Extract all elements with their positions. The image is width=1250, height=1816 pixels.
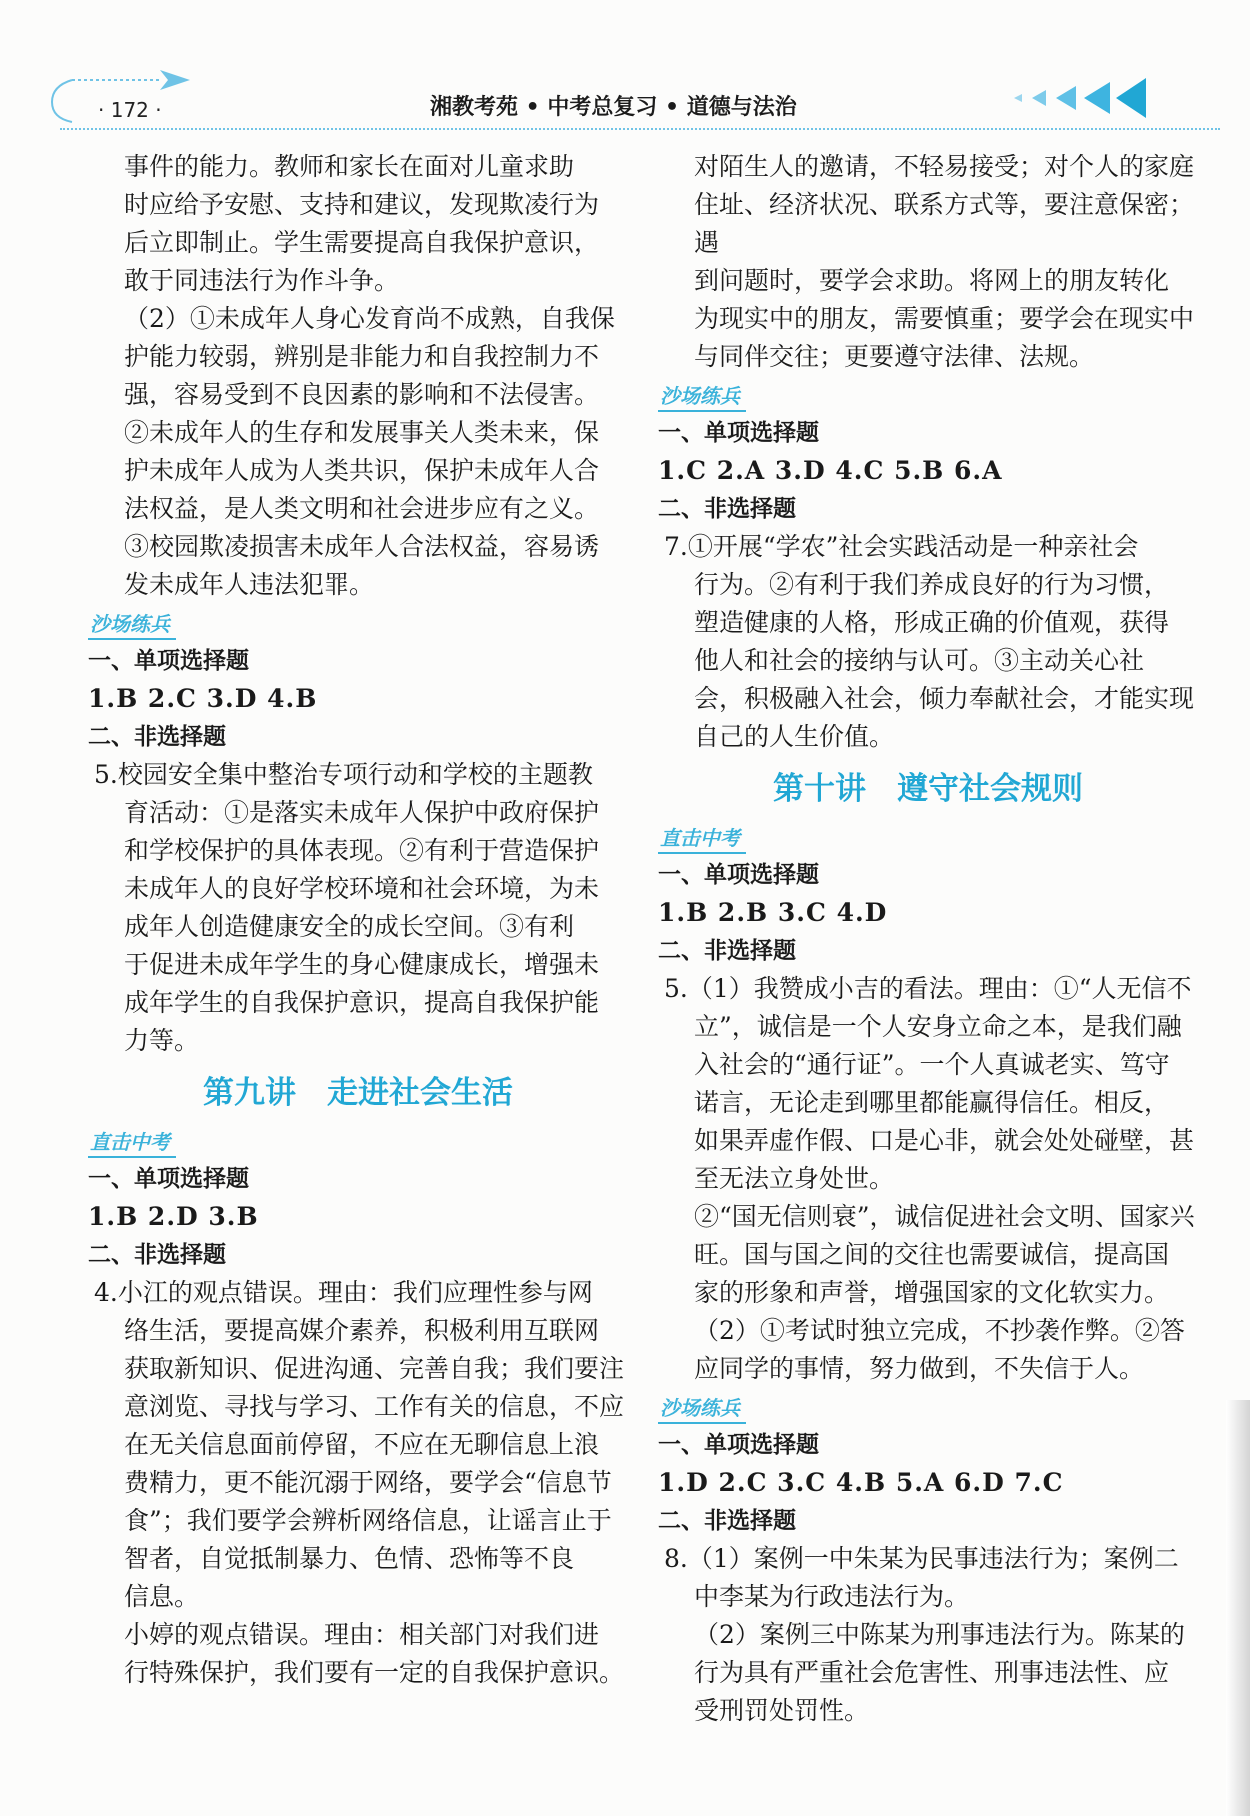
answer-row: 1.D 2.C 3.C 4.B 5.A 6.D 7.C [658, 1468, 1064, 1497]
text-line: 智者，自觉抵制暴力、色情、恐怖等不良 [124, 1544, 575, 1573]
exam-tag: 直击中考 [658, 824, 746, 854]
answer-row: 1.B 2.B 3.C 4.D [658, 898, 888, 927]
text-line: 住址、经济状况、联系方式等，要注意保密；遇 [694, 190, 1195, 257]
practice-tag: 沙场练兵 [88, 610, 176, 640]
text-line: （2）①考试时独立完成，不抄袭作弊。②答 [694, 1316, 1185, 1345]
text-line: 应同学的事情，努力做到，不失信于人。 [694, 1354, 1145, 1383]
practice-tag: 沙场练兵 [658, 382, 746, 412]
text-line: 在无关信息面前停留，不应在无聊信息上浪 [124, 1430, 600, 1459]
header-divider [60, 128, 1220, 134]
section-heading: 二、非选择题 [658, 1508, 796, 1534]
text-line: 后立即制止。学生需要提高自我保护意识， [124, 228, 600, 257]
text-line: 时应给予安慰、支持和建议，发现欺凌行为 [124, 190, 600, 219]
text-line: 敢于同违法行为作斗争。 [124, 266, 400, 295]
text-line: 强，容易受到不良因素的影响和不法侵害。 [124, 380, 600, 409]
section-heading: 二、非选择题 [88, 724, 226, 750]
text-line: 育活动：①是落实未成年人保护中政府保护 [124, 798, 600, 827]
text-line: 到问题时，要学会求助。将网上的朋友转化 [694, 266, 1170, 295]
text-line: ②未成年人的生存和发展事关人类未来，保 [124, 418, 600, 447]
section-heading: 一、单项选择题 [88, 648, 249, 674]
text-line: 立”，诚信是一个人安身立命之本，是我们融 [694, 1012, 1182, 1041]
text-line: 4.小江的观点错误。理由：我们应理性参与网 [94, 1278, 593, 1307]
text-line: 入社会的“通行证”。一个人真诚老实、笃守 [694, 1050, 1170, 1079]
text-line: 食”；我们要学会辨析网络信息，让谣言止于 [124, 1506, 612, 1535]
text-line: 会，积极融入社会，倾力奉献社会，才能实现 [694, 684, 1195, 713]
text-line: 塑造健康的人格，形成正确的价值观，获得 [694, 608, 1170, 637]
text-line: 为现实中的朋友，需要慎重；要学会在现实中 [694, 304, 1195, 333]
left-column [88, 148, 628, 1692]
section-heading: 二、非选择题 [658, 938, 796, 964]
text-line: 信息。 [124, 1582, 200, 1611]
text-line: 小婷的观点错误。理由：相关部门对我们进 [124, 1620, 600, 1649]
text-line: ②“国无信则衰”，诚信促进社会文明、国家兴 [694, 1202, 1195, 1231]
answer-row: 1.B 2.D 3.B [88, 1202, 259, 1231]
lecture-title: 第九讲 走进社会生活 [203, 1075, 513, 1111]
text-line: 旺。国与国之间的交往也需要诚信，提高国 [694, 1240, 1170, 1269]
page-header [0, 0, 1250, 150]
text-line: 至无法立身处世。 [694, 1164, 895, 1193]
text-line: 对陌生人的邀请，不轻易接受；对个人的家庭 [694, 152, 1195, 181]
text-line: 未成年人的良好学校环境和社会环境，为未 [124, 874, 600, 903]
text-line: 力等。 [124, 1026, 200, 1055]
right-column [658, 148, 1198, 1730]
text-line: 5.（1）我赞成小吉的看法。理由：①“人无信不 [664, 974, 1192, 1003]
text-line: 费精力，更不能沉溺于网络，要学会“信息节 [124, 1468, 612, 1497]
book-title: 湘教考苑 • 中考总复习 • 道德与法治 [430, 95, 797, 120]
text-line: 如果弄虚作假、口是心非，就会处处碰壁，甚 [694, 1126, 1195, 1155]
text-line: 他人和社会的接纳与认可。③主动关心社 [694, 646, 1145, 675]
section-heading: 二、非选择题 [88, 1242, 226, 1268]
text-line: 获取新知识、促进沟通、完善自我；我们要注 [124, 1354, 625, 1383]
section-heading: 一、单项选择题 [658, 1432, 819, 1458]
text-line: 中李某为行政违法行为。 [694, 1582, 970, 1611]
section-heading: 一、单项选择题 [658, 420, 819, 446]
text-line: （2）案例三中陈某为刑事违法行为。陈某的 [694, 1620, 1185, 1649]
header-triangles-decoration [990, 72, 1250, 132]
section-heading: 一、单项选择题 [88, 1166, 249, 1192]
text-line: 受刑罚处罚性。 [694, 1696, 870, 1725]
text-line: 与同伴交往；更要遵守法律、法规。 [694, 342, 1095, 371]
text-line: 法权益，是人类文明和社会进步应有之义。 [124, 494, 600, 523]
text-line: 发未成年人违法犯罪。 [124, 570, 375, 599]
lecture-title: 第十讲 遵守社会规则 [773, 771, 1083, 807]
text-line: 成年人创造健康安全的成长空间。③有利 [124, 912, 575, 941]
text-line: 8.（1）案例一中朱某为民事违法行为；案例二 [664, 1544, 1179, 1573]
section-heading: 一、单项选择题 [658, 862, 819, 888]
text-line: ③校园欺凌损害未成年人合法权益，容易诱 [124, 532, 600, 561]
text-line: 事件的能力。教师和家长在面对儿童求助 [124, 152, 575, 181]
text-line: 行特殊保护，我们要有一定的自我保护意识。 [124, 1658, 625, 1687]
exam-tag: 直击中考 [88, 1128, 176, 1158]
text-line: （2）①未成年人身心发育尚不成熟，自我保 [124, 304, 615, 333]
text-line: 5.校园安全集中整治专项行动和学校的主题教 [94, 760, 593, 789]
text-line: 于促进未成年学生的身心健康成长，增强未 [124, 950, 600, 979]
text-line: 护未成年人成为人类共识，保护未成年人合 [124, 456, 600, 485]
page-number: · 172 · [98, 98, 162, 122]
text-line: 行为具有严重社会危害性、刑事违法性、应 [694, 1658, 1170, 1687]
text-line: 家的形象和声誉，增强国家的文化软实力。 [694, 1278, 1170, 1307]
text-line: 行为。②有利于我们养成良好的行为习惯， [694, 570, 1170, 599]
text-line: 和学校保护的具体表现。②有利于营造保护 [124, 836, 600, 865]
answer-row: 1.C 2.A 3.D 4.C 5.B 6.A [658, 456, 1003, 485]
text-line: 成年学生的自我保护意识，提高自我保护能 [124, 988, 600, 1017]
practice-tag: 沙场练兵 [658, 1394, 746, 1424]
answer-row: 1.B 2.C 3.D 4.B [88, 684, 318, 713]
text-line: 护能力较弱，辨别是非能力和自我控制力不 [124, 342, 600, 371]
text-line: 络生活，要提高媒介素养，积极利用互联网 [124, 1316, 600, 1345]
text-line: 意浏览、寻找与学习、工作有关的信息，不应 [124, 1392, 625, 1421]
section-heading: 二、非选择题 [658, 496, 796, 522]
text-line: 自己的人生价值。 [694, 722, 895, 751]
page-edge-shadow [1226, 1400, 1250, 1816]
text-line: 诺言，无论走到哪里都能赢得信任。相反， [694, 1088, 1170, 1117]
text-line: 7.①开展“学农”社会实践活动是一种亲社会 [664, 532, 1139, 561]
